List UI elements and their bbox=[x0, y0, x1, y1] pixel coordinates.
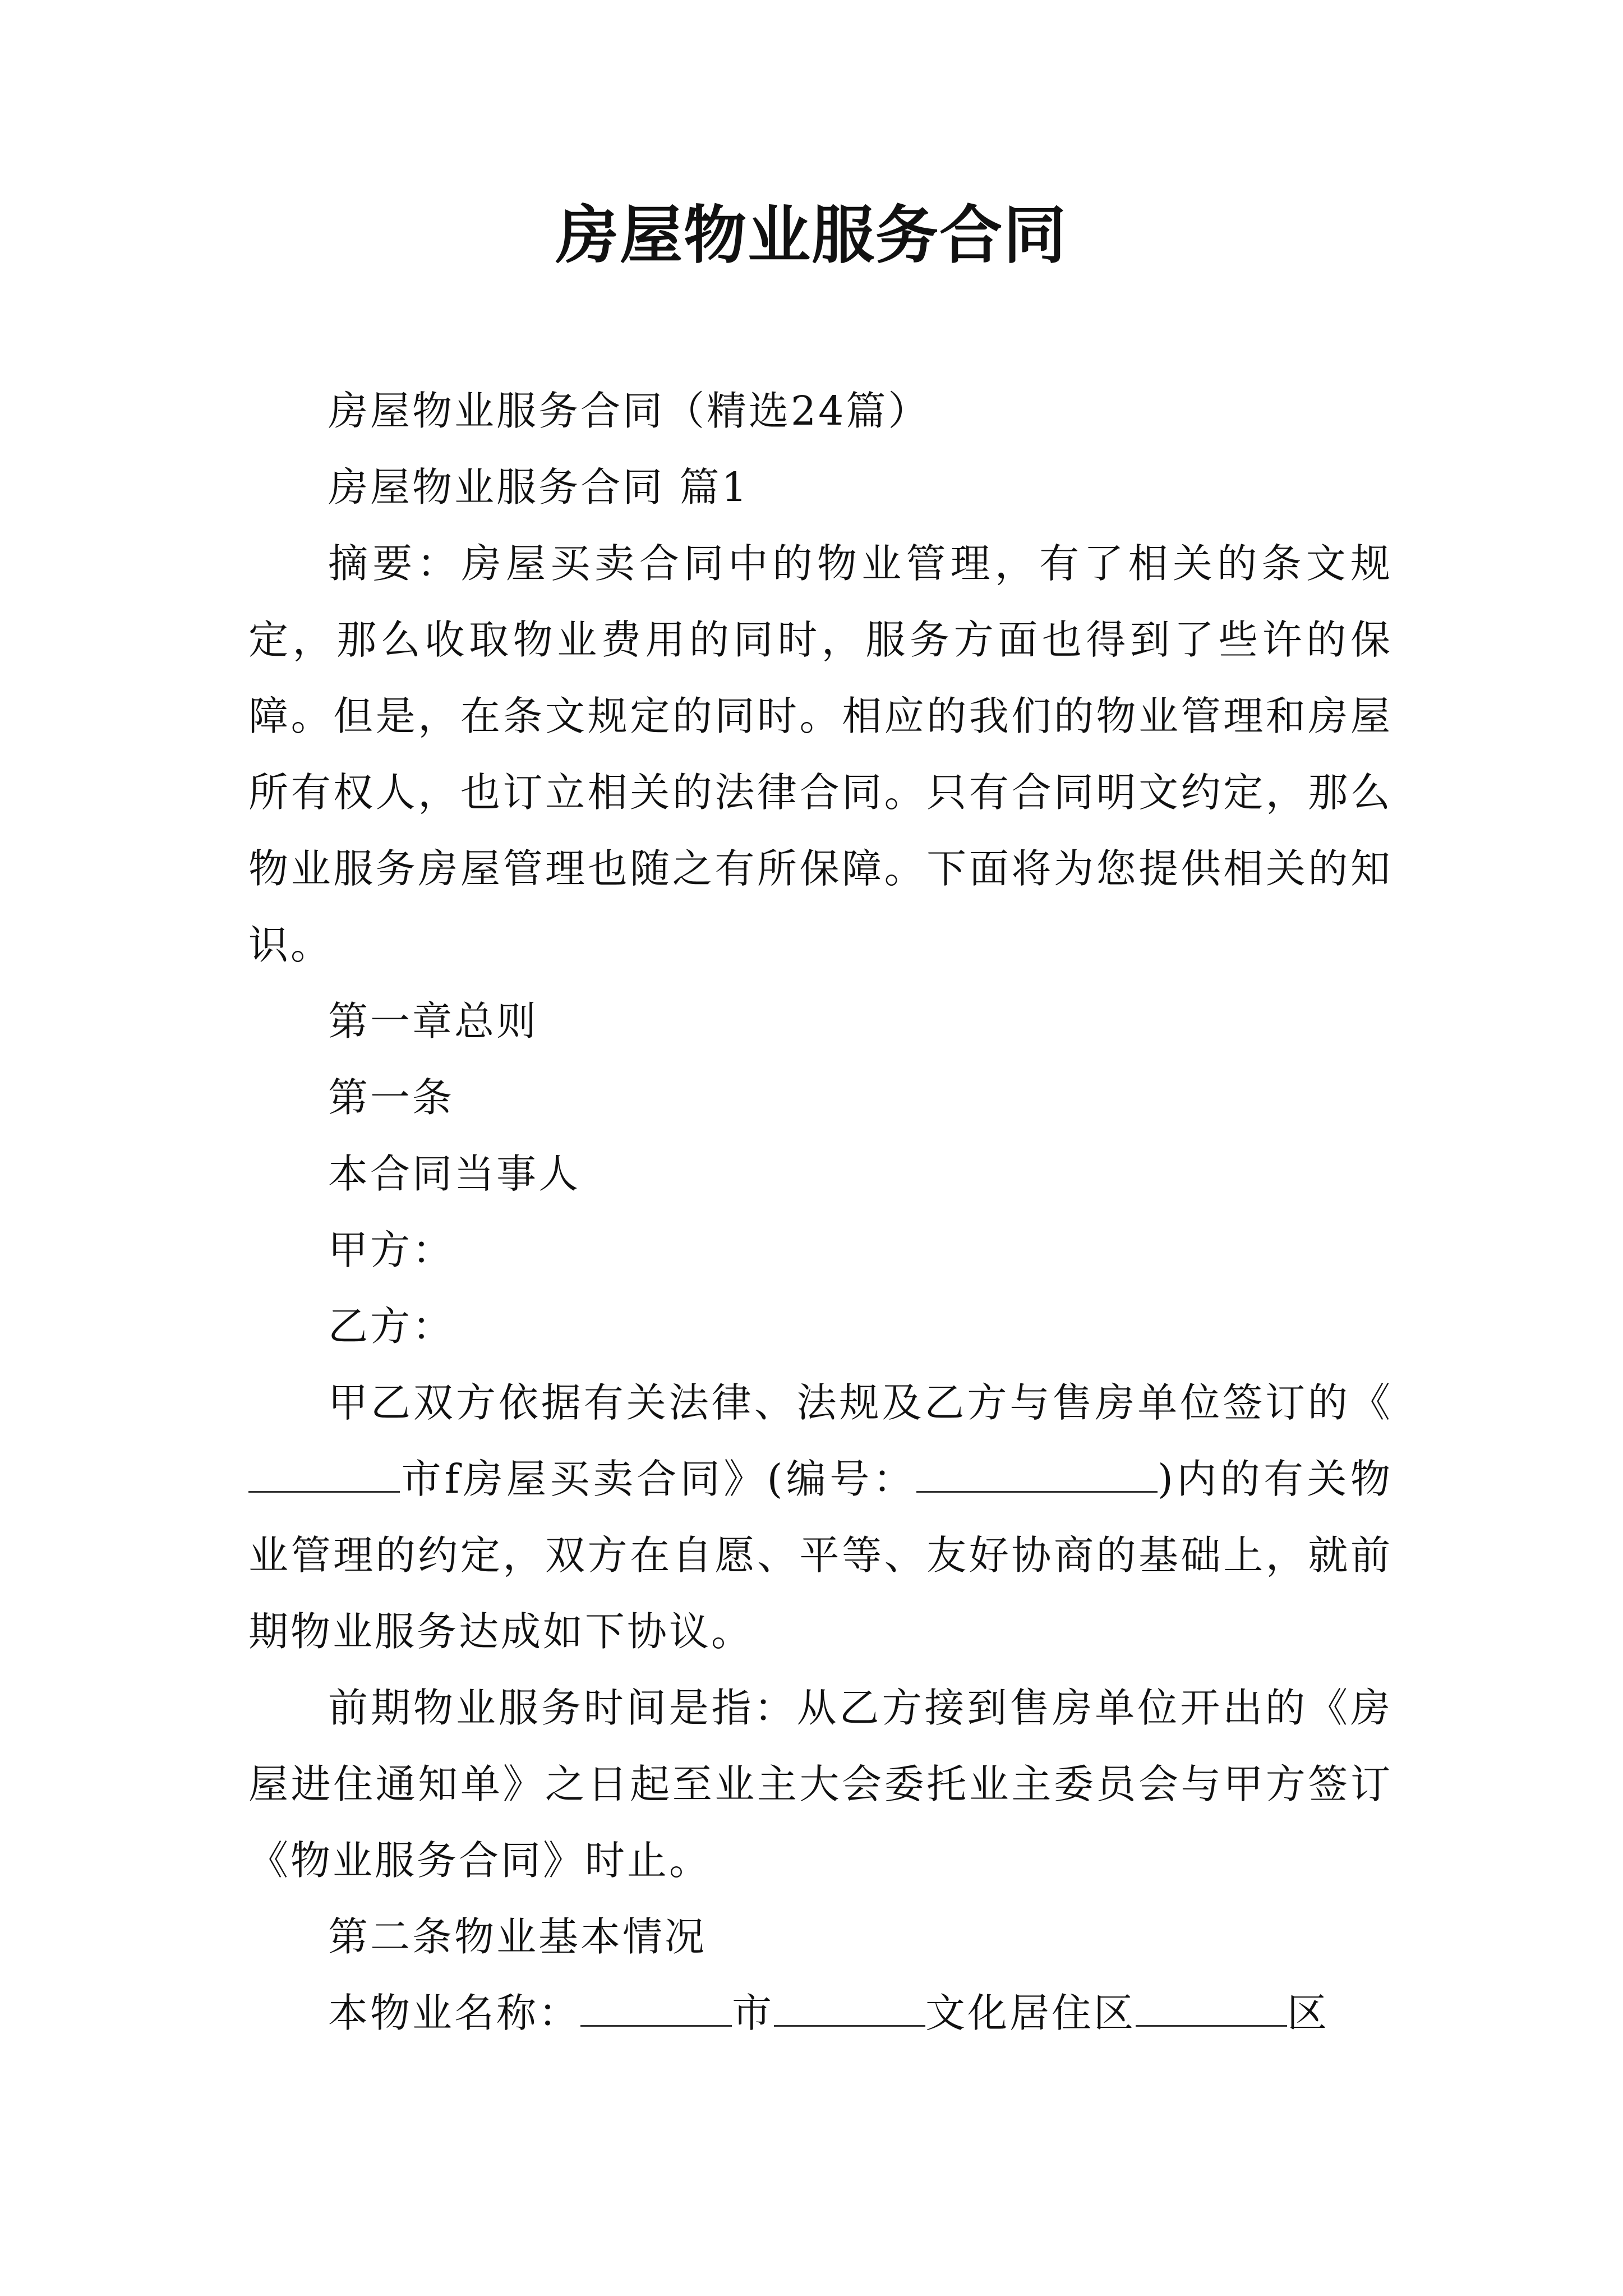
agreement-text-2: 市f房屋买卖合同》(编号： bbox=[400, 1456, 917, 1502]
article-1-heading: 第一条 bbox=[328, 1074, 455, 1121]
property-city-blank bbox=[580, 1989, 732, 2027]
document-body bbox=[248, 373, 1393, 2051]
abstract-paragraph: 摘要：房屋买卖合同中的物业管理，有了相关的条文规定，那么收取物业费用的同时，服务方面也得到了些许的保障。但是，在条文规定的同时。相应的我们的物业管理和房屋所有权人，也订立相关的法律合同。只有合同明文约定，那么物业服务房屋管理也随之有所保障。下面将为您提供相关的知识。 bbox=[248, 540, 1393, 968]
contract-number-blank bbox=[916, 1455, 1158, 1493]
property-name-line bbox=[248, 1975, 1393, 2051]
property-district-blank bbox=[774, 1989, 925, 2027]
service-period-paragraph: 前期物业服务时间是指：从乙方接到售房单位开出的《房屋进住通知单》之日起至业主大会委托业主委员会与甲方签订《物业服务合同》时止。 bbox=[248, 1685, 1393, 1884]
property-name-label: 本物业名称： bbox=[328, 1990, 581, 2036]
party-b-line: 乙方： bbox=[328, 1303, 455, 1350]
parties-heading: 本合同当事人 bbox=[328, 1151, 581, 1197]
section-heading: 房屋物业服务合同 篇1 bbox=[328, 464, 749, 510]
agreement-text-1: 甲乙双方依据有关法律、法规及乙方与售房单位签订的《 bbox=[328, 1379, 1393, 1426]
chapter-heading: 第一章总则 bbox=[328, 998, 539, 1045]
property-area-blank bbox=[1136, 1989, 1287, 2027]
property-city-text: 市 bbox=[732, 1990, 774, 2036]
city-blank bbox=[248, 1455, 400, 1493]
document-title: 房屋物业服务合同 bbox=[556, 199, 1067, 272]
document-subtitle: 房屋物业服务合同（精选24篇） bbox=[328, 388, 930, 434]
property-district-text: 文化居住区 bbox=[925, 1990, 1136, 2036]
property-area-text: 区 bbox=[1287, 1990, 1330, 2036]
party-a-line: 甲方： bbox=[328, 1227, 455, 1273]
article-2-heading: 第二条物业基本情况 bbox=[328, 1913, 707, 1960]
agreement-text-3: )内的有关物业管理的约定，双方在自愿、平等、友好协商的基础上，就前期物业服务达成如下协议。 bbox=[248, 1456, 1393, 1655]
agreement-paragraph bbox=[248, 1365, 1393, 1670]
